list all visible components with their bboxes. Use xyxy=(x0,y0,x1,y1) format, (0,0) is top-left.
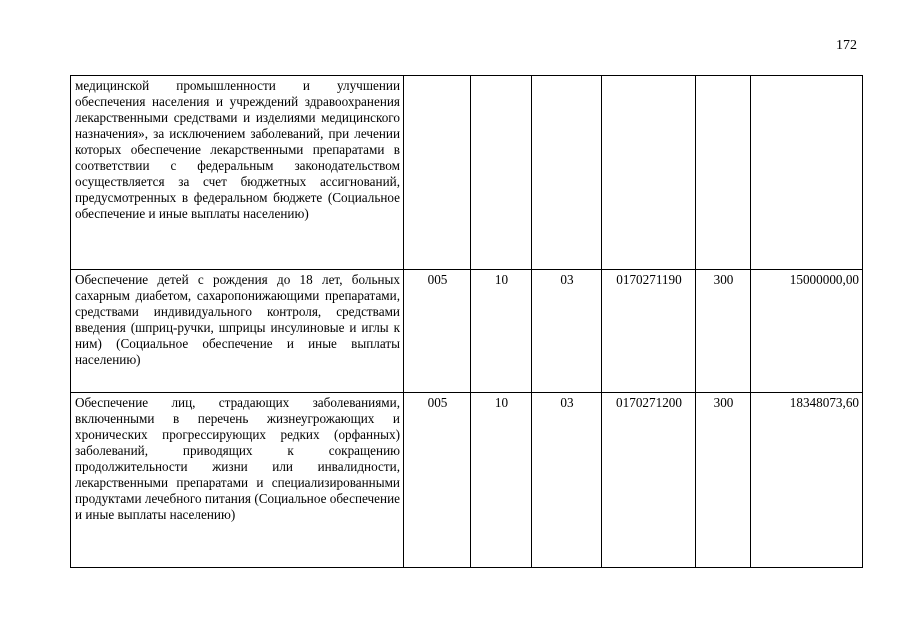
ministry-code xyxy=(404,76,471,270)
section-code xyxy=(471,76,532,270)
table-row xyxy=(71,270,863,393)
subsection-code: 03 xyxy=(532,270,602,393)
section-code: 10 xyxy=(471,270,532,393)
target-article-code xyxy=(602,76,696,270)
page-number: 172 xyxy=(836,38,857,53)
budget-table xyxy=(70,75,863,568)
expense-type-code: 300 xyxy=(696,393,751,568)
subsection-code: 03 xyxy=(532,393,602,568)
ministry-code: 005 xyxy=(404,393,471,568)
subsection-code xyxy=(532,76,602,270)
target-article-code: 0170271200 xyxy=(602,393,696,568)
table-row xyxy=(71,393,863,568)
expense-type-code xyxy=(696,76,751,270)
amount: 15000000,00 xyxy=(751,270,863,393)
row-description: медицинской промышленности и улучшении обеспечения населения и учреждений здравоохранения лекарственными средствами и изделиями медицинского назначения», за исключением заболеваний, при лечении которых обеспечение лекарственными препаратами в соответствии с федеральным законодательством осуществляется за счет бюджетных ассигнований, предусмотренных в федеральном бюджете (Социальное обеспечение и иные выплаты населению) xyxy=(71,76,404,270)
ministry-code: 005 xyxy=(404,270,471,393)
table-row xyxy=(71,76,863,270)
amount xyxy=(751,76,863,270)
row-description: Обеспечение детей с рождения до 18 лет, больных сахарным диабетом, сахаропонижающими препаратами, средствами индивидуального контроля, средствами введения (шприц-ручки, шприцы инсулиновые и иглы к ним) (Социальное обеспечение и иные выплаты населению) xyxy=(71,270,404,393)
row-description: Обеспечение лиц, страдающих заболеваниями, включенными в перечень жизнеугрожающих и хронических прогрессирующих редких (орфанных) заболеваний, приводящих к сокращению продолжительности жизни или инвалидности, лекарственными препаратами и специализированными продуктами лечебного питания (Социальное обеспечение и иные выплаты населению) xyxy=(71,393,404,568)
section-code: 10 xyxy=(471,393,532,568)
expense-type-code: 300 xyxy=(696,270,751,393)
target-article-code: 0170271190 xyxy=(602,270,696,393)
amount: 18348073,60 xyxy=(751,393,863,568)
